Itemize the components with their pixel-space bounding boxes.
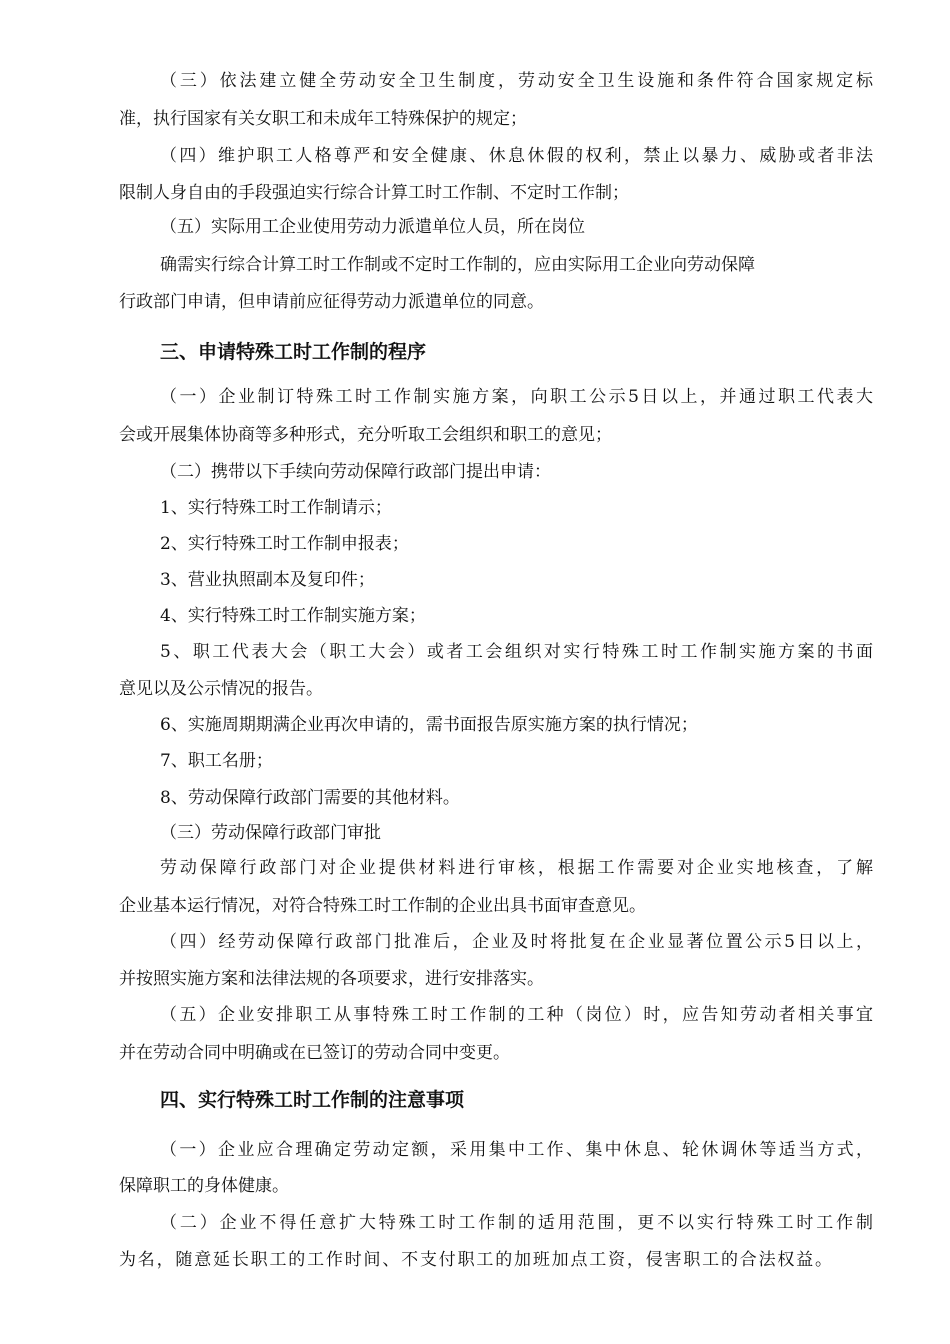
paragraph-line: 意见以及公示情况的报告。 (119, 679, 323, 699)
paragraph-line: 劳动保障行政部门对企业提供材料进行审核，根据工作需要对企业实地核查，了解 (160, 858, 873, 878)
paragraph-line: 企业基本运行情况，对符合特殊工时工作制的企业出具书面审查意见。 (119, 896, 646, 916)
paragraph-line: （五）企业安排职工从事特殊工时工作制的工种（岗位）时，应告知劳动者相关事宜 (160, 1005, 873, 1025)
list-item: 3、营业执照副本及复印件； (160, 570, 375, 590)
list-item: 4、实行特殊工时工作制实施方案； (160, 606, 426, 626)
list-item: 8、劳动保障行政部门需要的其他材料。 (160, 788, 460, 808)
paragraph-line: （三）依法建立健全劳动安全卫生制度，劳动安全卫生设施和条件符合国家规定标 (160, 71, 873, 91)
paragraph-line: 准，执行国家有关女职工和未成年工特殊保护的规定； (119, 109, 527, 129)
list-item: 1、实行特殊工时工作制请示； (160, 498, 392, 518)
paragraph-line: （一）企业应合理确定劳动定额，采用集中工作、集中休息、轮休调休等适当方式， (160, 1140, 873, 1160)
paragraph-line: 并按照实施方案和法律法规的各项要求，进行安排落实。 (119, 969, 544, 989)
list-item: 5、职工代表大会（职工大会）或者工会组织对实行特殊工时工作制实施方案的书面 (160, 642, 873, 662)
list-item: 7、职工名册； (160, 751, 273, 771)
paragraph-line: （四）维护职工人格尊严和安全健康、休息休假的权利，禁止以暴力、威胁或者非法 (160, 146, 873, 166)
paragraph-line: （二）携带以下手续向劳动保障行政部门提出申请： (160, 462, 551, 482)
paragraph-line: 确需实行综合计算工时工作制或不定时工作制的，应由实际用工企业向劳动保障 (160, 255, 755, 275)
paragraph-line: 会或开展集体协商等多种形式，充分听取工会组织和职工的意见； (119, 425, 612, 445)
paragraph-line: 保障职工的身体健康。 (119, 1176, 289, 1196)
list-item: 2、实行特殊工时工作制申报表； (160, 534, 409, 554)
section-heading: 四、实行特殊工时工作制的注意事项 (160, 1089, 465, 1111)
paragraph-line: （二）企业不得任意扩大特殊工时工作制的适用范围，更不以实行特殊工时工作制 (160, 1213, 873, 1233)
paragraph-line: 并在劳动合同中明确或在已签订的劳动合同中变更。 (119, 1043, 510, 1063)
list-item: 6、实施周期期满企业再次申请的，需书面报告原实施方案的执行情况； (160, 715, 698, 735)
paragraph-line: 行政部门申请，但申请前应征得劳动力派遣单位的同意。 (119, 292, 544, 312)
section-heading: 三、申请特殊工时工作制的程序 (160, 341, 427, 363)
paragraph-line: （五）实际用工企业使用劳动力派遣单位人员，所在岗位 (160, 217, 585, 237)
paragraph-line: （一）企业制订特殊工时工作制实施方案，向职工公示5日以上，并通过职工代表大 (160, 387, 873, 407)
paragraph-line: 为名，随意延长职工的工作时间、不支付职工的加班加点工资，侵害职工的合法权益。 (119, 1250, 832, 1270)
paragraph-line: 限制人身自由的手段强迫实行综合计算工时工作制、不定时工作制； (119, 183, 629, 203)
paragraph-line: （三）劳动保障行政部门审批 (160, 823, 381, 843)
paragraph-line: （四）经劳动保障行政部门批准后，企业及时将批复在企业显著位置公示5日以上， (160, 932, 873, 952)
